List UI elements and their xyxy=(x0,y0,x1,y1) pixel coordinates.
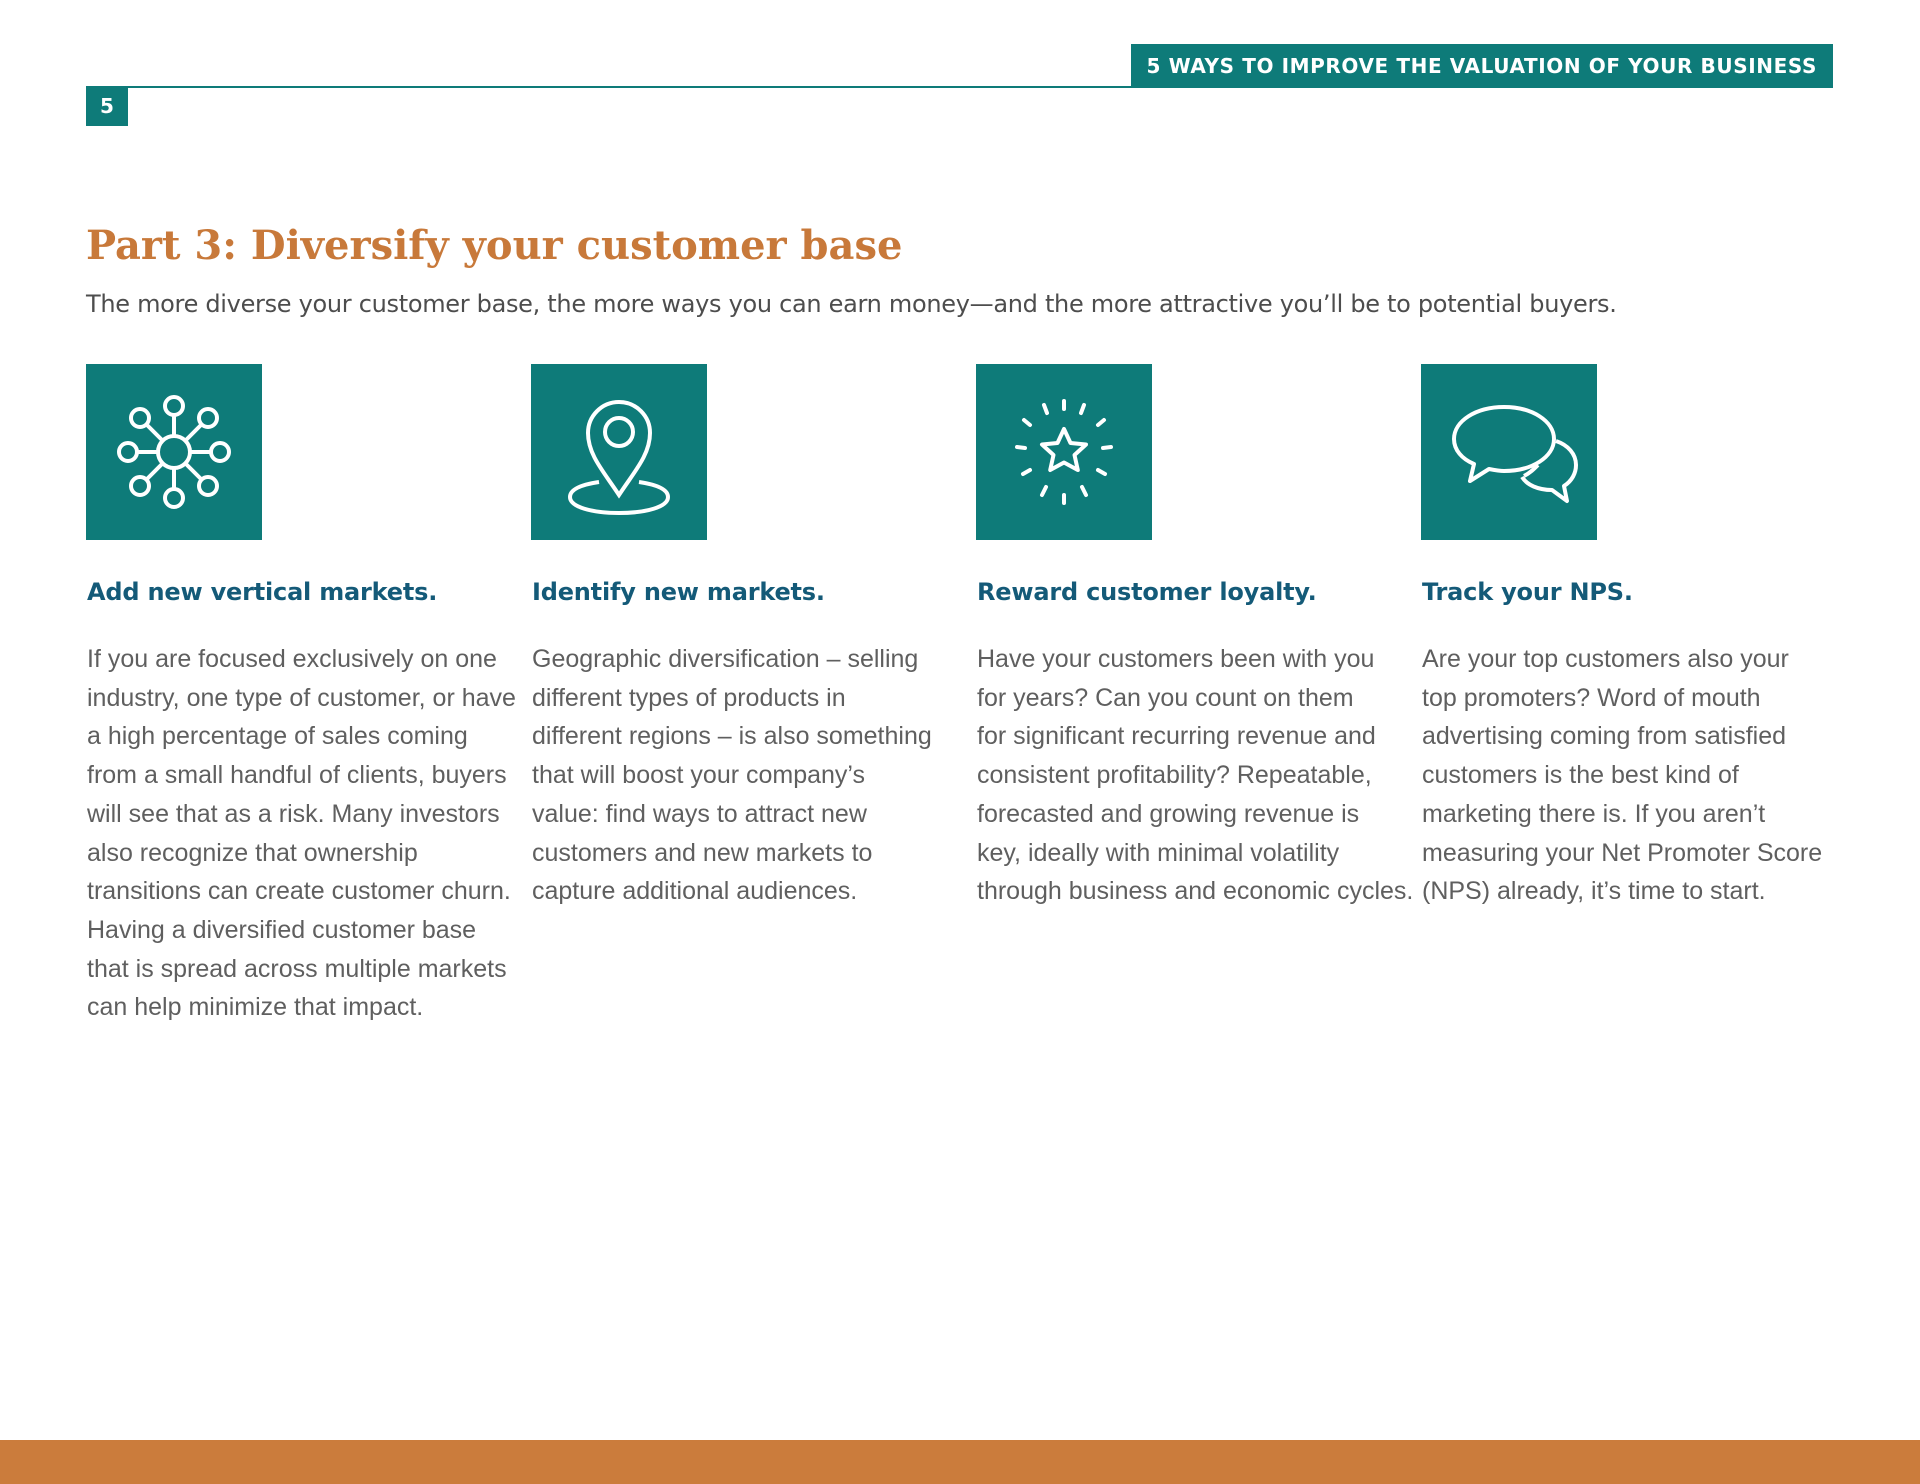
section-subtitle: The more diverse your customer base, the more ways you can earn money—and the more attractive you’ll be to potential buyers. xyxy=(86,290,1617,318)
chat-bubbles-icon xyxy=(1421,364,1597,540)
card-track-nps xyxy=(1421,364,1841,906)
card-heading: Reward customer loyalty. xyxy=(977,578,1317,606)
map-pin-icon xyxy=(531,364,707,540)
card-body: Are your top customers also your top promoters? Word of mouth advertising coming from satisfied customers is the best kind of marketing there is. If you aren’t measuring your Net Promoter Score (NPS) already, it’s time to start. xyxy=(1422,645,1823,906)
card-body: If you are focused exclusively on one industry, one type of customer, or have a high percentage of sales coming from a small handful of clients, buyers will see that as a risk. Many investors also recognize that ownership transitions can create customer churn. Having a diversified customer base that is spread across multiple markets can help minimize that impact. xyxy=(87,645,516,1022)
network-hub-icon xyxy=(86,364,262,540)
card-body: Have your customers been with you for years? Can you count on them for significant recurring revenue and consistent profitability? Repeatable, forecasted and growing revenue is key, ideally with minimal volatility through business and economic cycles. xyxy=(977,645,1414,906)
footer-bar xyxy=(0,1440,1920,1484)
card-heading: Track your NPS. xyxy=(1422,578,1633,606)
card-heading: Add new vertical markets. xyxy=(87,578,438,606)
card-heading: Identify new markets. xyxy=(532,578,825,606)
card-customer-loyalty xyxy=(976,364,1414,906)
card-vertical-markets xyxy=(86,364,516,1022)
star-burst-icon xyxy=(976,364,1152,540)
card-new-markets xyxy=(531,364,951,906)
card-body: Geographic diversification – selling different types of products in different regions – is also something that will boost your company’s value: find ways to attract new customers and new markets to capture additional audiences. xyxy=(532,645,932,906)
section-title: Part 3: Diversify your customer base xyxy=(86,222,903,269)
header-banner: 5 WAYS TO IMPROVE THE VALUATION OF YOUR BUSINESS xyxy=(1131,44,1833,87)
page-number: 5 xyxy=(86,86,128,126)
